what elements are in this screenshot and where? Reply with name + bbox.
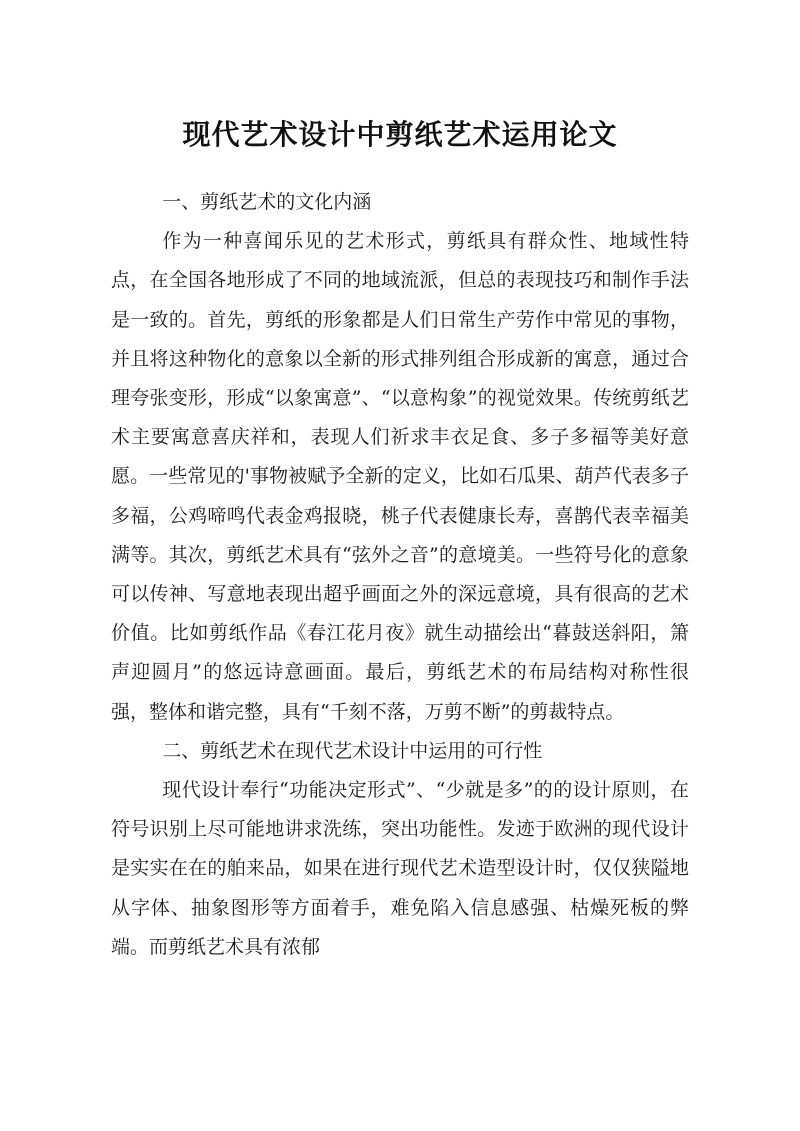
section-heading-2: 二、剪纸艺术在现代艺术设计中运用的可行性 — [162, 739, 543, 762]
paragraph-2: 现代设计奉行“功能决定形式”、“少就是多”的的设计原则，在符号识别上尽可能地讲求洗练，突出功能性。发迹于欧洲的现代设计是实实在在的舶来品，如果在进行现代艺术造型设计时，仅仅狭隘地从字体、抽象图形等方面着手，难免陷入信息感强、枯燥死板的弊端。而剪纸艺术具有浓郁 — [111, 779, 689, 958]
section-heading-1: 一、剪纸艺术的文化内涵 — [162, 191, 372, 213]
document-title: 现代艺术设计中剪纸艺术运用论文 — [182, 117, 618, 151]
document-body — [111, 183, 689, 967]
paragraph-1: 作为一种喜闻乐见的艺术形式，剪纸具有群众性、地域性特点，在全国各地形成了不同的地域流派，但总的表现技巧和制作手法是一致的。首先，剪纸的形象都是人们日常生产劳作中常见的事物，并且将这种物化的意象以全新的形式排列组合形成新的寓意，通过合理夸张变形，形成“以象寓意”、“以意构象”的视觉效果。传统剪纸艺术主要寓意喜庆祥和，表现人们祈求丰衣足食、多子多福等美好意愿。一些常见的'事物被赋予全新的定义，比如石瓜果、葫芦代表多子多福，公鸡啼鸣代表金鸡报晓，桃子代表健康长寿，喜鹊代表幸福美满等。其次，剪纸艺术具有“弦外之音”的意境美。一些符号化的意象可以传神、写意地表现出超乎画面之外的深远意境，具有很高的艺术价值。比如剪纸作品《春江花月夜》就生动描绘出“暮鼓送斜阳，箫声迎圆月”的悠远诗意画面。最后，剪纸艺术的布局结构对称性很强，整体和谐完整，具有“千刻不落，万剪不断”的剪裁特点。 — [111, 230, 689, 723]
